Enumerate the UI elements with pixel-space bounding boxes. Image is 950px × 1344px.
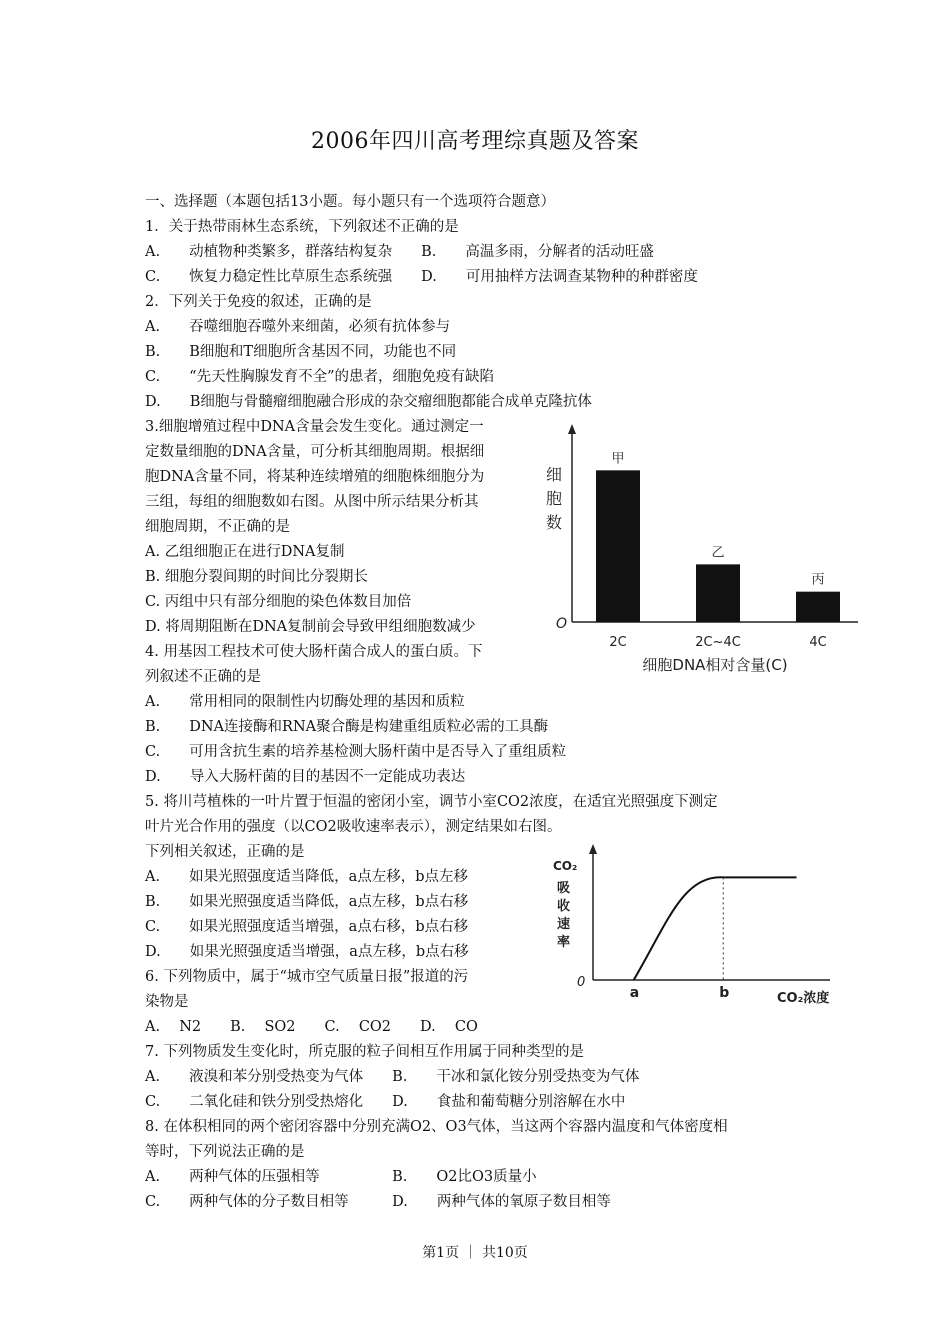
origin-label: 0 [577, 975, 586, 990]
text-line: C. 丙组中只有部分细胞的染色体数目加倍 [145, 594, 412, 610]
cell-count-bar-chart [540, 420, 870, 685]
text-line: B. 如果光照强度适当降低，a点左移，b点右移 [145, 894, 469, 910]
origin-label: O [556, 616, 568, 632]
y-axis-label-char: 速 [557, 917, 571, 932]
bar-4C [796, 592, 840, 622]
text-line: C. 如果光照强度适当增强，a点右移，b点右移 [145, 919, 469, 935]
text-line: B. DNA连接酶和RNA聚合酶是构建重组质粒必需的工具酶 [145, 719, 549, 735]
bar-group-label: 乙 [711, 545, 725, 561]
y-axis-label-char: 胞 [546, 489, 563, 508]
text-line: B. 细胞分裂间期的时间比分裂期长 [145, 569, 368, 585]
text-line: D. 导入大肠杆菌的目的基因不一定能成功表达 [145, 769, 466, 785]
y-axis-label-group [553, 859, 577, 950]
page-title: 2006年四川高考理综真题及答案 [311, 129, 639, 154]
text-line: 等时，下列说法正确的是 [145, 1144, 305, 1160]
text-line: D. 如果光照强度适当增强，a点左移，b点右移 [145, 944, 469, 960]
text-line: 7. 下列物质发生变化时，所克服的粒子间相互作用属于同种类型的是 [145, 1044, 584, 1060]
y-axis-label-head: CO₂ [553, 859, 578, 873]
text-line: 3.细胞增殖过程中DNA含量会发生变化。通过测定一 [145, 419, 484, 435]
text-line: C. 恢复力稳定性比草原生态系统强 D. 可用抽样方法调查某物种的种群密度 [145, 269, 698, 285]
point-label-b: b [719, 985, 730, 1001]
text-line: 胞DNA含量不同，将某种连续增殖的细胞株细胞分为 [145, 469, 485, 485]
x-tick-label: 2C [609, 635, 627, 650]
bar-group-label: 甲 [611, 451, 625, 467]
text-line: C. 两种气体的分子数目相等 D. 两种气体的氧原子数目相等 [145, 1194, 611, 1210]
text-line: B. B细胞和T细胞所含基因不同，功能也不同 [145, 344, 457, 360]
bar-group-label: 丙 [811, 572, 825, 588]
page-footer: 第1页 ｜ 共10页 [422, 1245, 528, 1261]
x-tick-label: 4C [809, 635, 827, 650]
y-axis-label-group [546, 465, 562, 532]
text-line: C. “先天性胸腺发育不全”的患者，细胞免疫有缺陷 [145, 369, 495, 385]
y-axis-label-char: 率 [557, 935, 571, 950]
bar-2C~4C [696, 564, 740, 622]
point-label-a: a [629, 985, 640, 1001]
y-axis-arrow [589, 844, 597, 854]
text-line: A. 吞噬细胞吞噬外来细菌，必须有抗体参与 [145, 319, 451, 335]
text-line: A. 两种气体的压强相等 B. O2比O3质量小 [145, 1169, 537, 1185]
text-line: A. 如果光照强度适当降低，a点左移，b点左移 [145, 869, 469, 885]
text-line: 定数量细胞的DNA含量，可分析其细胞周期。根据细 [145, 444, 485, 460]
text-line: A. N2 B. SO2 C. CO2 D. CO [145, 1019, 478, 1035]
text-line: C. 可用含抗生素的培养基检测大肠杆菌中是否导入了重组质粒 [145, 744, 567, 760]
co2-absorption-line-chart [545, 840, 845, 1015]
text-line: 一、选择题（本题包括13小题。每小题只有一个选项符合题意） [145, 194, 555, 210]
x-tick-label: 2C~4C [695, 635, 741, 650]
text-line: 6. 下列物质中，属于“城市空气质量日报”报道的污 [145, 969, 469, 985]
co2-curve [634, 877, 797, 980]
text-line: 5. 将川芎植株的一叶片置于恒温的密闭小室，调节小室CO2浓度，在适宜光照强度下测定 [145, 794, 718, 810]
text-line: A. 常用相同的限制性内切酶处理的基因和质粒 [145, 694, 465, 710]
y-axis-label-char: 吸 [557, 881, 571, 896]
text-line: 叶片光合作用的强度（以CO2吸收速率表示），测定结果如右图。 [145, 819, 562, 835]
text-line: A. 乙组细胞正在进行DNA复制 [145, 544, 345, 560]
bar-2C [596, 470, 640, 622]
text-line: 列叙述不正确的是 [145, 669, 261, 685]
text-line: 染物是 [145, 994, 189, 1010]
text-line: C. 二氧化硅和铁分别受热熔化 D. 食盐和葡萄糖分别溶解在水中 [145, 1094, 626, 1110]
text-line: D. B细胞与骨髓瘤细胞融合形成的杂交瘤细胞都能合成单克隆抗体 [145, 394, 592, 410]
text-line: D. 将周期阻断在DNA复制前会导致甲组细胞数减少 [145, 619, 476, 635]
text-line: A. 动植物种类繁多，群落结构复杂 B. 高温多雨，分解者的活动旺盛 [145, 244, 654, 260]
text-line: 细胞周期，不正确的是 [145, 519, 290, 535]
x-axis-label: CO₂浓度 [777, 991, 830, 1006]
text-line: A. 液溴和苯分别受热变为气体 B. 干冰和氯化铵分别受热变为气体 [145, 1069, 640, 1085]
text-line: 1．关于热带雨林生态系统，下列叙述不正确的是 [145, 219, 459, 235]
y-axis-label-char: 数 [546, 513, 563, 532]
text-line: 4. 用基因工程技术可使大肠杆菌合成人的蛋白质。下 [145, 644, 483, 660]
y-axis-label-char: 细 [546, 465, 563, 484]
y-axis-arrow [568, 424, 576, 434]
text-line: 三组，每组的细胞数如右图。从图中所示结果分析其 [145, 494, 479, 510]
text-line: 2．下列关于免疫的叙述，正确的是 [145, 294, 372, 310]
text-line: 8. 在体积相同的两个密闭容器中分别充满O2、O3气体，当这两个容器内温度和气体密度相 [145, 1119, 728, 1135]
x-axis-label: 细胞DNA相对含量(C) [642, 656, 788, 674]
y-axis-label-char: 收 [557, 899, 571, 914]
text-line: 下列相关叙述，正确的是 [145, 844, 305, 860]
